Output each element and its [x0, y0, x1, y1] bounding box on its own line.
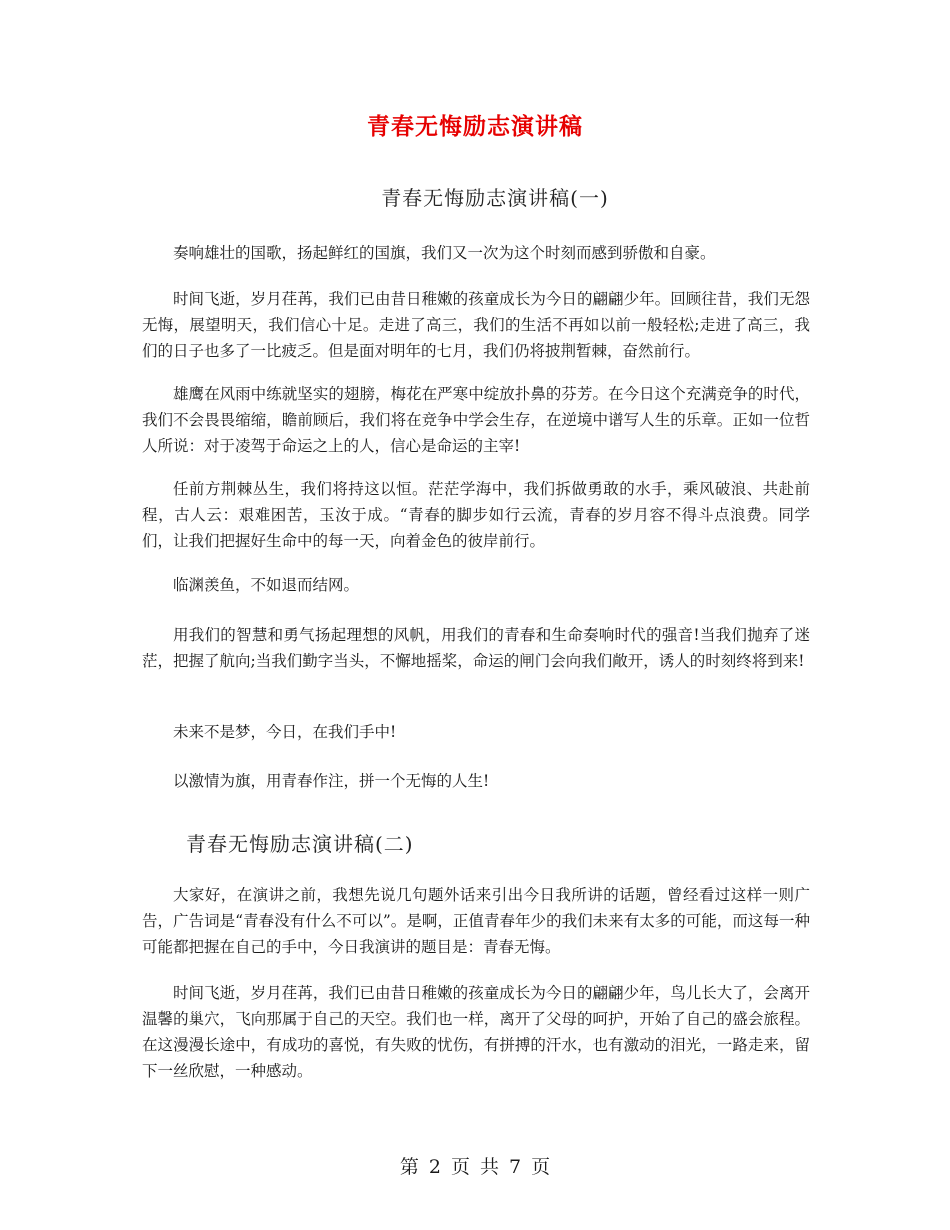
section-1-paragraph-3: 雄鹰在风雨中练就坚实的翅膀，梅花在严寒中绽放扑鼻的芬芳。在今日这个充满竞争的时代，我们不会畏畏缩缩，瞻前顾后，我们将在竞争中学会生存，在逆境中谱写人生的乐章。正如一位哲人所说：对于凌驾于命运之上的人，信心是命运的主宰!: [142, 385, 810, 455]
section-1-heading: 青春无悔励志演讲稿(一): [381, 186, 609, 210]
section-1-paragraph-4: 任前方荆棘丛生，我们将持这以恒。茫茫学海中，我们拆做勇敢的水手，乘风破浪、共赴前程，古人云：艰难困苦，玉汝于成。“青春的脚步如行云流，青春的岁月容不得斗点浪费。同学们，让我们把握好生命中的每一天，向着金色的彼岸前行。: [142, 480, 810, 550]
page-footer: 第 2 页 共 7 页: [399, 1156, 551, 1178]
section-1-paragraph-2: 时间飞逝，岁月荏苒，我们已由昔日稚嫩的孩童成长为今日的翩翩少年。回顾往昔，我们无怨无悔，展望明天，我们信心十足。走进了高三，我们的生活不再如以前一般轻松;走进了高三，我们的日子也多了一比疲乏。但是面对明年的七月，我们仍将披荆暂棘，奋然前行。: [142, 290, 810, 360]
section-2-paragraph-1: 大家好，在演讲之前，我想先说几句题外话来引出今日我所讲的话题，曾经看过这样一则广告，广告词是“青春没有什么不可以”。是啊，正值青春年少的我们未来有太多的可能，而这每一种可能都把握在自己的手中，今日我演讲的题目是：青春无悔。: [142, 886, 810, 956]
section-2-paragraph-2: 时间飞逝，岁月荏苒，我们已由昔日稚嫩的孩童成长为今日的翩翩少年，鸟儿长大了，会离开温馨的巢穴，飞向那属于自己的天空。我们也一样，离开了父母的呵护，开始了自己的盛会旅程。在这漫漫长途中，有成功的喜悦，有失败的忧伤，有拼搏的汗水，也有激动的泪光，一路走来，留下一丝欣慰，一种感动。: [142, 984, 810, 1080]
section-1-paragraph-1: 奏响雄壮的国歌，扬起鲜红的国旗，我们又一次为这个时刻而感到骄傲和自豪。: [173, 244, 716, 262]
document-title: 青春无悔励志演讲稿: [367, 113, 583, 140]
section-1-paragraph-6: 用我们的智慧和勇气扬起理想的风帆，用我们的青春和生命奏响时代的强音!当我们抛弃了迷茫，把握了航向;当我们勤字当头，不懈地摇桨，命运的闸门会向我们敞开，诱人的时刻终将到来!: [142, 626, 810, 670]
section-1-paragraph-7: 未来不是梦，今日，在我们手中!: [173, 723, 397, 741]
section-2-heading: 青春无悔励志演讲稿(二): [186, 832, 414, 856]
section-1-paragraph-5: 临渊羡鱼，不如退而结网。: [173, 576, 360, 594]
section-1-paragraph-8: 以激情为旗，用青春作注，拼一个无悔的人生!: [173, 772, 490, 790]
